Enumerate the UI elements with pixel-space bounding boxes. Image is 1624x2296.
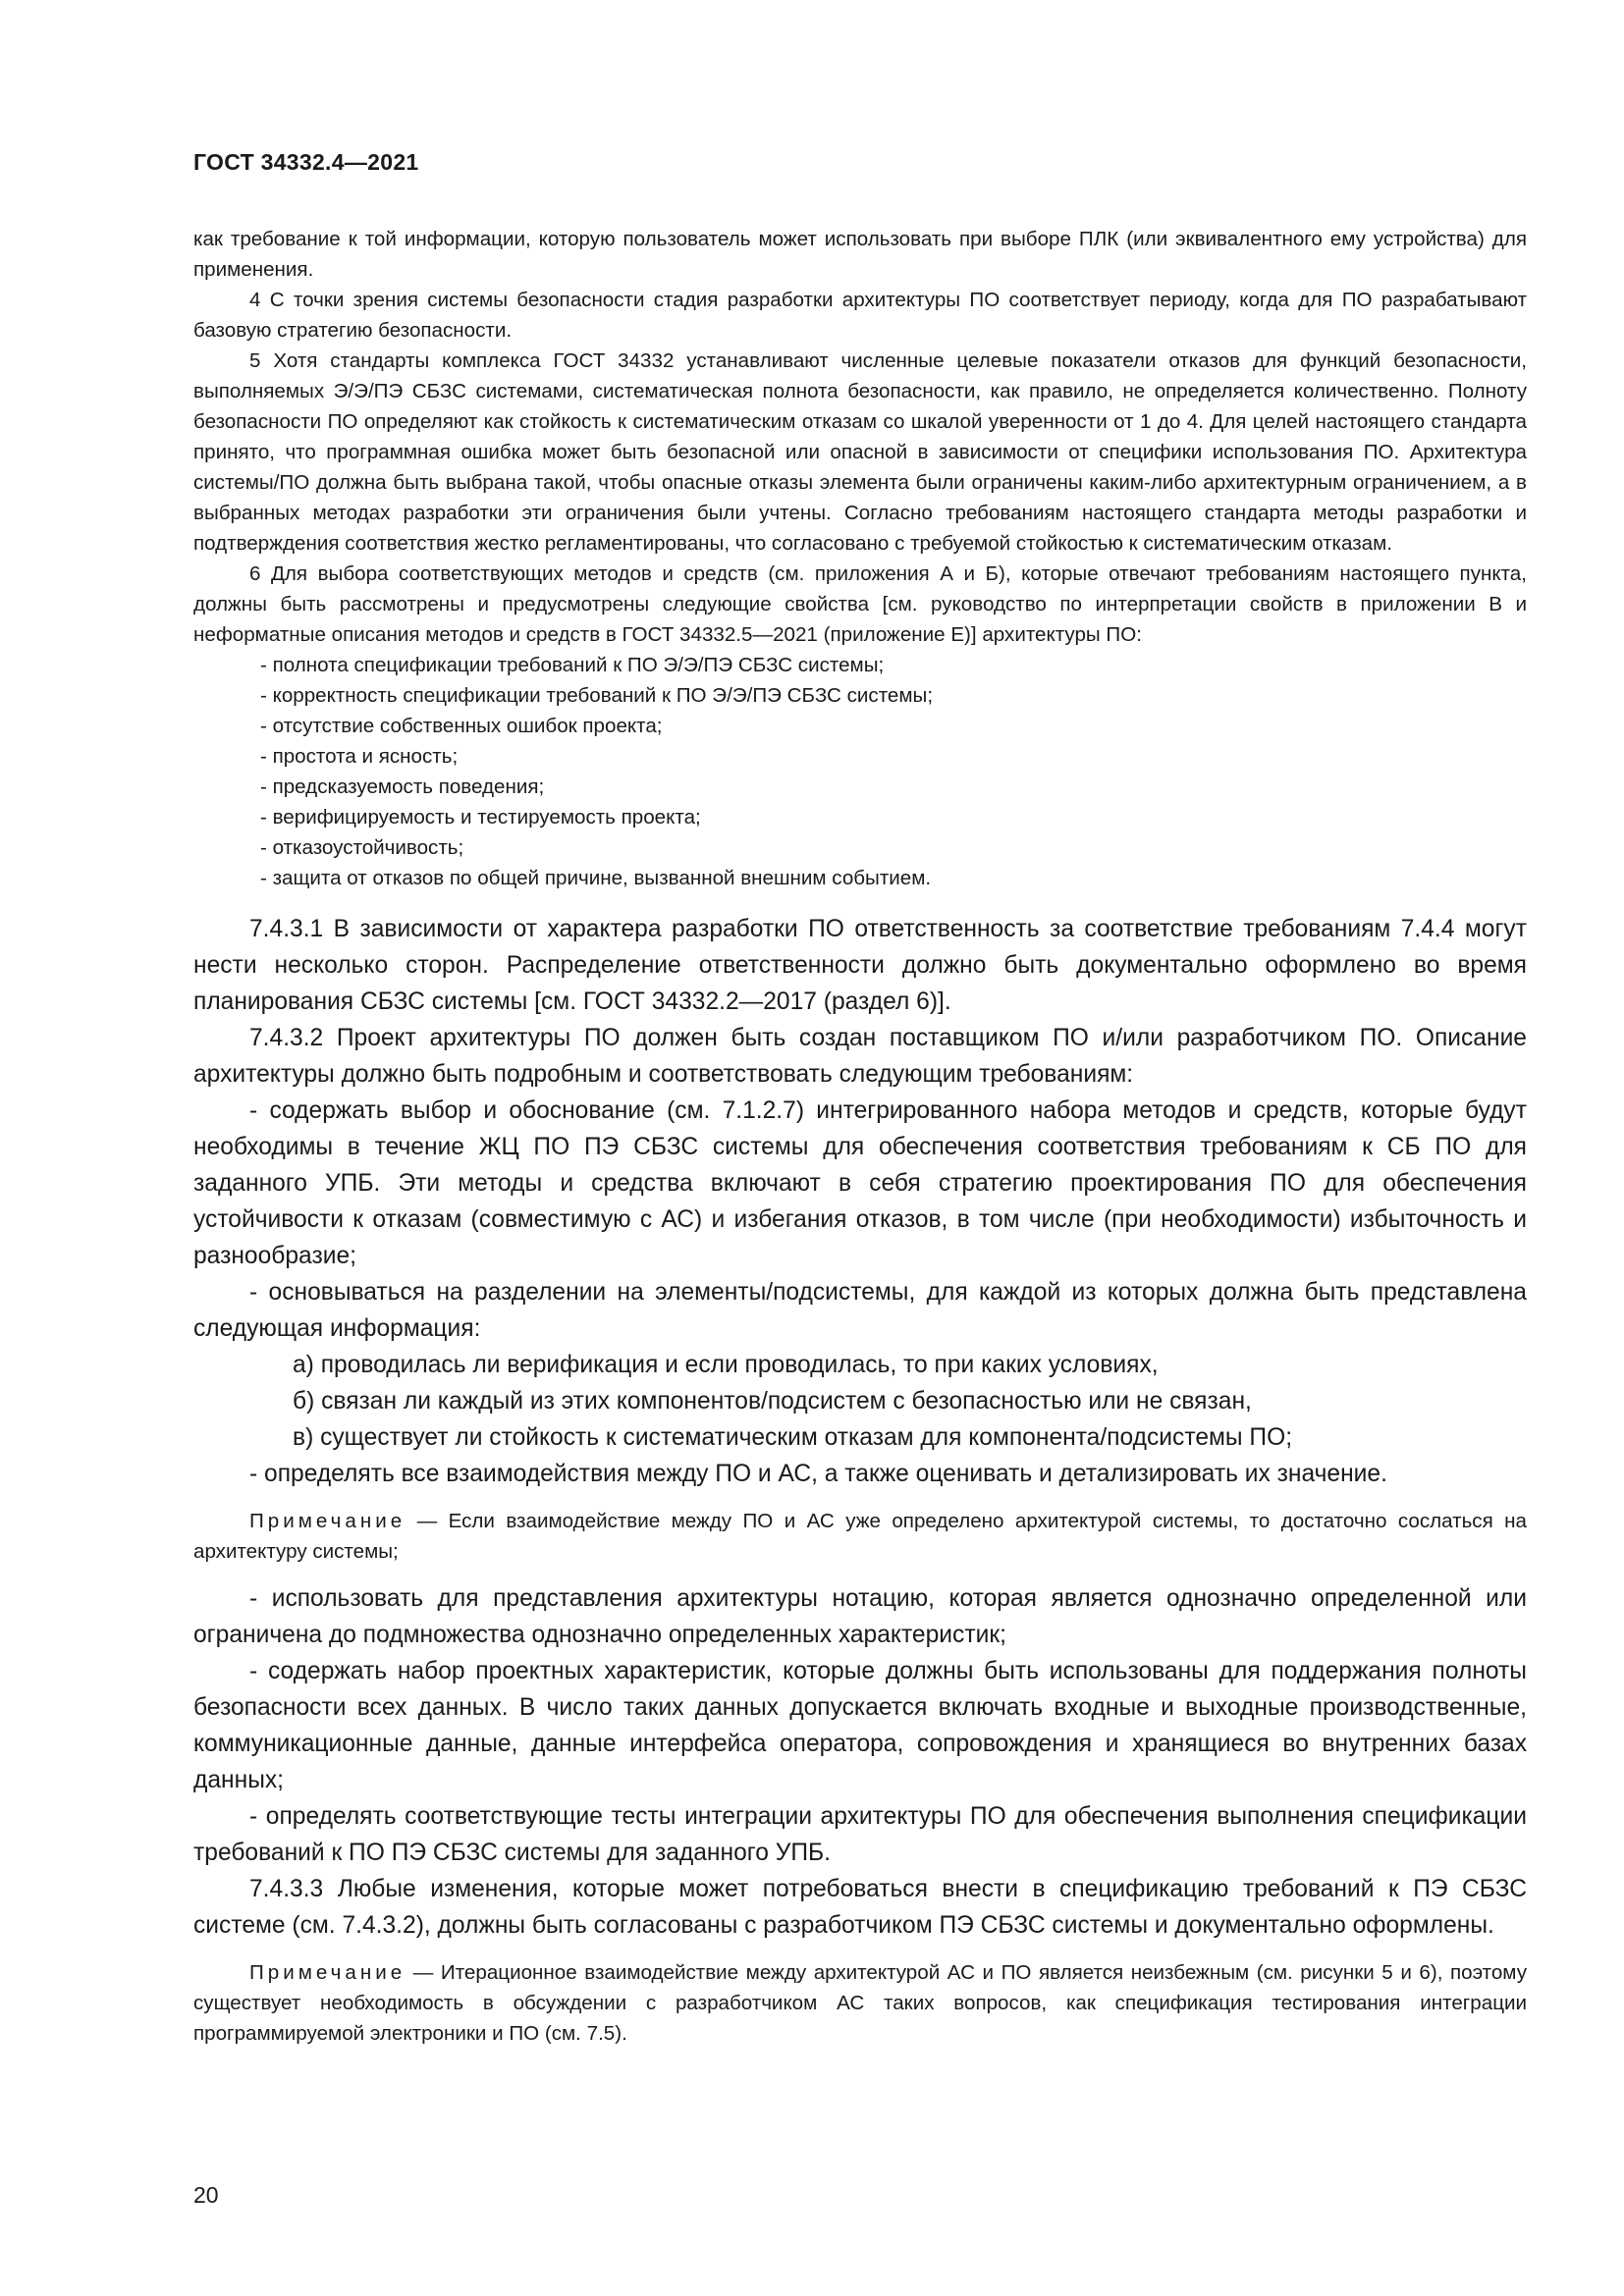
note-text: — Итерационное взаимодействие между архитектурой АС и ПО является неизбежным (см. рисунки 5 и 6), поэтому существует необходимость в обсуждении с разработчиком АС таких вопросов, как спецификация тестирования интеграции программируемой электроники и ПО (см. 7.5). [193, 1961, 1527, 2045]
note-continuation: как требование к той информации, которую пользователь может использовать при выборе ПЛК (или эквивалентного ему устройства) для применения. [193, 228, 1527, 281]
note-4: 4 С точки зрения системы безопасности стадия разработки архитектуры ПО соответствует периоду, когда для ПО разрабатывают базовую стратегию безопасности. [193, 289, 1527, 342]
clause-7-4-3-2: 7.4.3.2 Проект архитектуры ПО должен быть создан поставщиком ПО и/или разработчиком ПО. Описание архитектуры должно быть подробным и соответствовать следующим требованиям: [193, 1025, 1527, 1088]
list-item: а) проводилась ли верификация и если проводилась, то при каких условиях, [293, 1352, 1159, 1378]
list-item: - предсказуемость поведения; [260, 775, 545, 798]
list-item: в) существует ли стойкость к систематическим отказам для компонента/подсистемы ПО; [293, 1424, 1293, 1451]
note-1 [193, 1506, 1527, 1567]
standard-header: ГОСТ 34332.4—2021 [193, 149, 419, 175]
note-5: 5 Хотя стандарты комплекса ГОСТ 34332 устанавливают численные целевые показатели отказов для функций безопасности, выполняемых Э/Э/ПЭ СБЗС системами, систематическая полнота безопасности, как правило, не определяется количественно. Полноту безопасности ПО определяют как стойкость к систематическим отказам со шкалой уверенности от 1 до 4. Для целей настоящего стандарта принято, что программная ошибка может быть безопасной или опасной в зависимости от специфики использования ПО. Архитектура системы/ПО должна быть выбрана такой, чтобы опасные отказы элемента были ограничены каким-либо архитектурным ограничением, а в выбранных методах разработки эти ограничения были учтены. Согласно требованиям настоящего стандарта методы разработки и подтверждения соответствия жестко регламентированы, что согласовано с требуемой стойкостью к систематическим отказам. [193, 349, 1527, 555]
note-text: — Если взаимодействие между ПО и АС уже определено архитектурой системы, то достаточно сослаться на архитектуру системы; [193, 1510, 1527, 1563]
properties-list [193, 650, 1527, 893]
requirement-interactions: - определять все взаимодействия между ПО и АС, а также оценивать и детализировать их значение. [249, 1461, 1387, 1487]
note-2 [193, 1957, 1527, 2049]
list-item: - верифицируемость и тестируемость проекта; [260, 806, 701, 828]
page-content [193, 224, 1527, 2049]
note-label: Примечание [249, 1510, 406, 1532]
list-item: - корректность спецификации требований к ПО Э/Э/ПЭ СБЗС системы; [260, 684, 934, 707]
list-item: - простота и ясность; [260, 745, 459, 768]
list-item: - отсутствие собственных ошибок проекта; [260, 715, 663, 737]
requirement-decomposition: - основываться на разделении на элементы/подсистемы, для каждой из которых должна быть представлена следующая информация: [193, 1279, 1527, 1342]
note-6: 6 Для выбора соответствующих методов и средств (см. приложения А и Б), которые отвечают требованиям настоящего пункта, должны быть рассмотрены и предусмотрены следующие свойства [см. руководство по интерпретации свойств в приложении В и неформатные описания методов и средств в ГОСТ 34332.5—2021 (приложение Е)] архитектуры ПО: [193, 562, 1527, 646]
list-item: - отказоустойчивость; [260, 836, 464, 859]
page-number: 20 [193, 2182, 219, 2208]
requirement-data-integrity: - содержать набор проектных характеристик, которые должны быть использованы для поддержания полноты безопасности всех данных. В число таких данных допускается включать входные и выходные производственные, коммуникационные данные, данные интерфейса оператора, сопровождения и хранящиеся во внутренних базах данных; [193, 1658, 1527, 1793]
list-item: б) связан ли каждый из этих компонентов/подсистем с безопасностью или не связан, [293, 1388, 1252, 1415]
clause-7-4-3-1: 7.4.3.1 В зависимости от характера разработки ПО ответственность за соответствие требованиям 7.4.4 могут нести несколько сторон. Распределение ответственности должно быть документально оформлено во время планирования СБЗС системы [см. ГОСТ 34332.2—2017 (раздел 6)]. [193, 916, 1527, 1015]
list-item: - полнота спецификации требований к ПО Э/Э/ПЭ СБЗС системы; [260, 654, 885, 676]
list-item: - защита от отказов по общей причине, вызванной внешним событием. [260, 867, 932, 889]
clause-7-4-3-3: 7.4.3.3 Любые изменения, которые может потребоваться внести в спецификацию требований к ПЭ СБЗС системе (см. 7.4.3.2), должны быть согласованы с разработчиком ПЭ СБЗС системы и документально оформлены. [193, 1876, 1527, 1939]
requirement-methods: - содержать выбор и обоснование (см. 7.1.2.7) интегрированного набора методов и средств, которые будут необходимы в течение ЖЦ ПО ПЭ СБЗС системы для обеспечения соответствия требованиям к СБ ПО для заданного УПБ. Эти методы и средства включают в себя стратегию проектирования ПО для обеспечения устойчивости к отказам (совместимую с АС) и избегания отказов, в том числе (при необходимости) избыточность и разнообразие; [193, 1097, 1527, 1269]
requirement-notation: - использовать для представления архитектуры нотацию, которая является однозначно определенной или ограничена до подмножества однозначно определенных характеристик; [193, 1585, 1527, 1648]
requirement-integration-tests: - определять соответствующие тесты интеграции архитектуры ПО для обеспечения выполнения спецификации требований к ПО ПЭ СБЗС системы для заданного УПБ. [193, 1803, 1527, 1866]
note-label: Примечание [249, 1961, 406, 1984]
